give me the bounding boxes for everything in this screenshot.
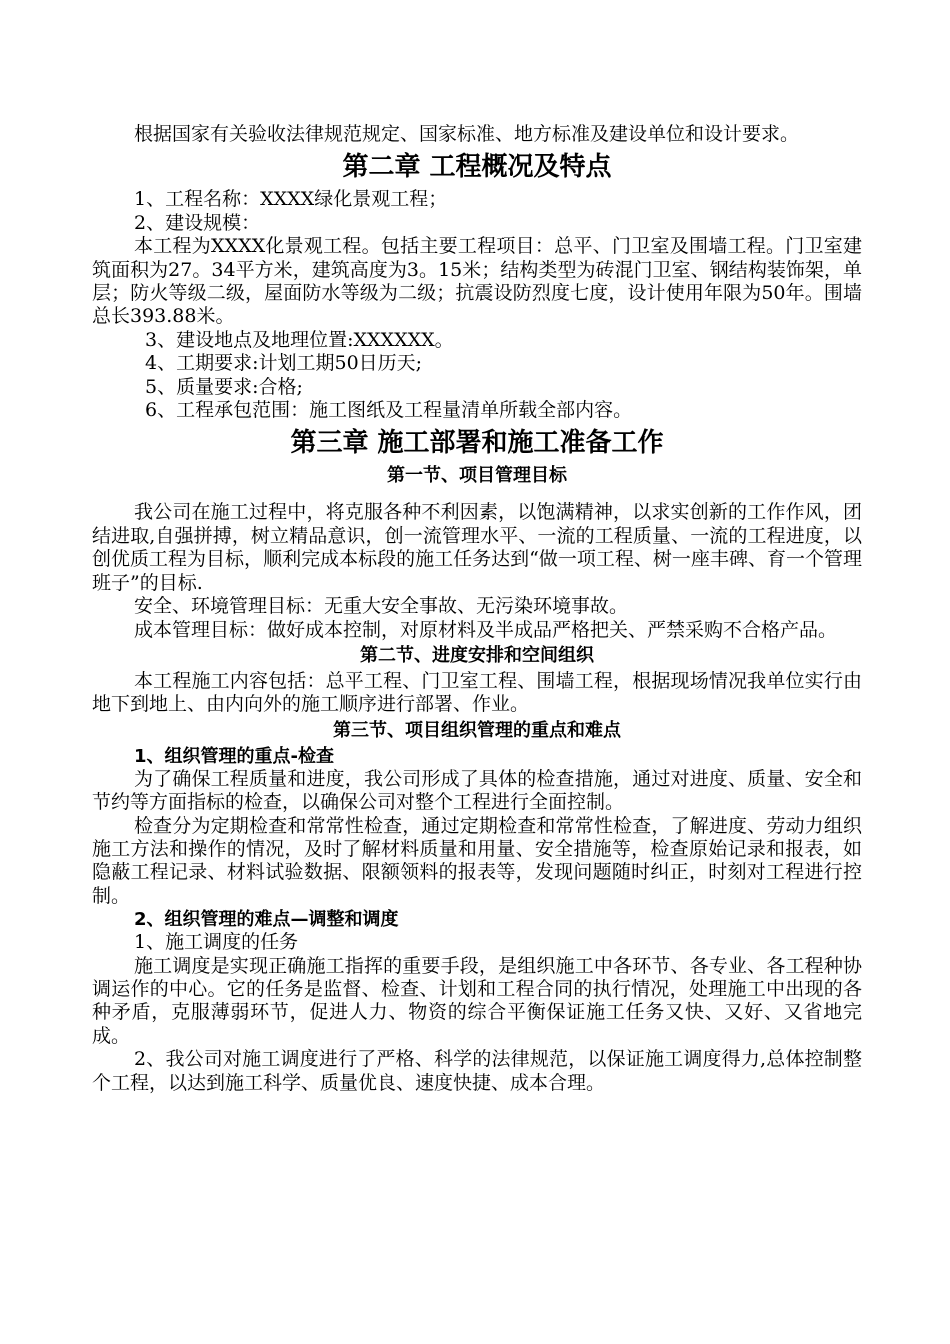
dispatch-task-item: 1、施工调度的任务 — [134, 931, 299, 954]
section-1-title: 第一节、项目管理目标 — [387, 465, 567, 487]
chapter-3-title: 第三章 施工部署和施工准备工作 — [290, 428, 664, 459]
location-item: 3、建设地点及地理位置:XXXXXX。 — [145, 328, 454, 351]
dispatch-paragraph-1: 施工调度是实现正确施工指挥的重要手段，是组织施工中各环节、各专业、各工程种协调运作的中心。它的任务是监督、检查、计划和工程合同的执行情况，处理施工中出现的各种矛盾，克服薄弱环节，促进人力、物资的综合平衡保证施工任务又快、又好、又省地完成。 — [92, 954, 862, 1047]
schedule-paragraph: 本工程施工内容包括：总平工程、门卫室工程、围墙工程，根据现场情况我单位实行由地下到地上、由内向外的施工顺序进行部署、作业。 — [92, 669, 862, 716]
project-name-item: 1、工程名称：XXXX绿化景观工程； — [134, 188, 448, 211]
dispatch-paragraph-2: 2、我公司对施工调度进行了严格、科学的法律规范，以保证施工调度得力,总体控制整个工程，以达到施工科学、质量优良、速度快捷、成本合理。 — [92, 1048, 862, 1094]
quality-item: 5、质量要求:合格; — [145, 375, 303, 398]
inspection-paragraph-2: 检查分为定期检查和常常性检查，通过定期检查和常常性检查，了解进度、劳动力组织施工方法和操作的情况，及时了解材料质量和用量、安全措施等，检查原始记录和报表，如隐蔽工程记录、材料试验数据、限额领料的报表等，发现问题随时纠正，时刻对工程进行控制。 — [92, 814, 862, 907]
safety-goal-paragraph: 安全、环境管理目标：无重大安全事故、无污染环境事故。 — [134, 595, 629, 618]
construction-scale-text: 本工程为XXXX化景观工程。包括主要工程项目：总平、门卫室及围墙工程。门卫室建筑面积为27。34平方米，建筑高度为3。15米；结构类型为砖混门卫室、钢结构装饰架，单层；防火等级二级，屋面防水等级为二级；抗震设防烈度七度，设计使用年限为50年。围墙总长393.88米。 — [92, 235, 862, 328]
section-gap — [92, 490, 862, 501]
intro-paragraph: 根据国家有关验收法律规范规定、国家标准、地方标准及建设单位和设计要求。 — [134, 123, 800, 145]
schedule-item: 4、工期要求:计划工期50日历天; — [145, 352, 423, 375]
chapter-2-title: 第二章 工程概况及特点 — [342, 152, 612, 183]
management-goal-paragraph: 我公司在施工过程中，将克服各种不利因素，以饱满精神，以求实创新的工作作风，团结进取,自强拼搏，树立精品意识，创一流管理水平、一流的工程质量、一流的工程进度，以创优质工程为目标，顺利完成本标段的施工任务达到“做一项工程、树一座丰碑、育一个管理班子”的目标. — [92, 501, 862, 594]
construction-scale-item: 2、建设规模： — [134, 211, 261, 234]
document-page — [92, 123, 862, 1095]
subsection-2-title: 2、组织管理的难点—调整和调度 — [134, 909, 399, 931]
section-3-title: 第三节、项目组织管理的重点和难点 — [333, 719, 621, 741]
subsection-1-title: 1、组织管理的重点-检查 — [134, 745, 334, 767]
cost-goal-paragraph: 成本管理目标：做好成本控制，对原材料及半成品严格把关、严禁采购不合格产品。 — [134, 618, 838, 641]
inspection-paragraph-1: 为了确保工程质量和进度，我公司形成了具体的检查措施，通过对进度、质量、安全和节约等方面指标的检查，以确保公司对整个工程进行全面控制。 — [92, 767, 862, 814]
scope-item: 6、工程承包范围：施工图纸及工程量清单所载全部内容。 — [145, 399, 633, 422]
section-2-title: 第二节、进度安排和空间组织 — [360, 644, 594, 666]
